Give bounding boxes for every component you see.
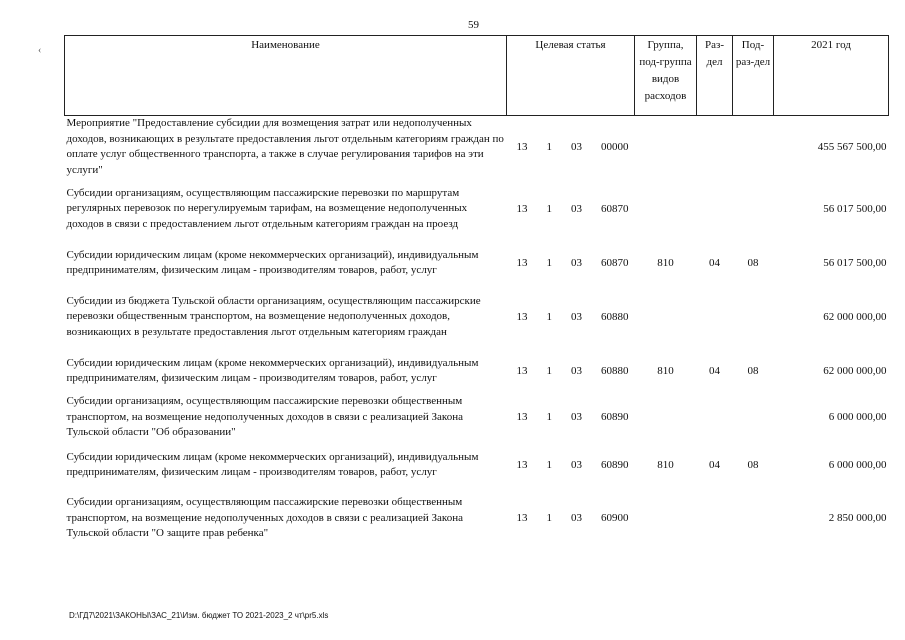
- row-name: Субсидии из бюджета Тульской области организациям, осуществляющим пассажирские перевозки общественным транспортом, на возмещение недополученных доходов, возникающих в результате предоставления льгот отдельным категориям граждан: [66, 294, 481, 338]
- target-article-part: 03: [571, 140, 582, 153]
- row-target-article: [507, 178, 635, 240]
- header-year-2021: 2021 год: [774, 36, 889, 116]
- row-amount-2021: 455 567 500,00: [817, 140, 887, 153]
- row-target-article: [507, 394, 635, 441]
- table-header-row: [65, 36, 889, 116]
- target-article-part: 1: [546, 256, 552, 269]
- target-article-part: 03: [571, 458, 582, 471]
- target-article-part: 60880: [601, 364, 629, 377]
- row-expense-group: [635, 286, 697, 348]
- target-article-part: 1: [546, 410, 552, 423]
- table-row: [65, 490, 889, 548]
- row-amount-2021: 2 850 000,00: [828, 512, 887, 524]
- target-article-part: 1: [546, 512, 552, 524]
- row-expense-group: [635, 178, 697, 240]
- target-article-part: 03: [571, 364, 582, 377]
- row-name: Субсидии организациям, осуществляющим пассажирские перевозки общественным транспортом, на возмещение недополученных доходов в связи с реализацией Закона Тульской области "О защите прав ребенка": [66, 496, 463, 540]
- target-article-part: 13: [516, 512, 528, 524]
- row-amount-2021: 62 000 000,00: [823, 364, 887, 377]
- table-row: [65, 178, 889, 240]
- table-row: [65, 240, 889, 286]
- row-name: Мероприятие "Предоставление субсидии для возмещения затрат или недополученных доходов, возникающих в результате предоставления льгот отдельным категориям граждан по оплате услуг общественного транспорта, а также в случае регулирования тарифов на эти услуги": [66, 117, 504, 176]
- row-section: [697, 394, 733, 441]
- target-article-part: 60890: [601, 410, 629, 423]
- table-row: [65, 348, 889, 394]
- header-section: Раз-дел: [697, 36, 733, 116]
- target-article-part: 13: [516, 410, 528, 423]
- target-article-part: 1: [546, 202, 552, 215]
- row-amount-2021: 56 017 500,00: [823, 202, 887, 215]
- row-amount-2021: 6 000 000,00: [828, 410, 887, 423]
- table-row: [65, 286, 889, 348]
- row-name: Субсидии организациям, осуществляющим пассажирские перевозки по маршрутам регулярных перевозок по нерегулируемым тарифам, на возмещение недополученных доходов в связи с предоставлением льгот отдельным категориям граждан на проезд: [66, 186, 468, 230]
- header-expense-group: Группа, под-группа видов расходов: [635, 36, 697, 116]
- target-article-part: 1: [546, 364, 552, 377]
- row-amount-2021: 6 000 000,00: [828, 458, 887, 471]
- row-target-article: [507, 116, 635, 179]
- target-article-part: 60880: [601, 310, 629, 323]
- row-expense-group: 810: [657, 256, 674, 269]
- target-article-part: 1: [546, 140, 552, 153]
- row-section: [697, 286, 733, 348]
- header-name: Наименование: [65, 36, 507, 116]
- row-amount-2021: 56 017 500,00: [823, 256, 887, 269]
- target-article-part: 60890: [601, 458, 629, 471]
- target-article-part: 1: [546, 310, 552, 323]
- target-article-part: 03: [571, 410, 582, 423]
- target-article-part: 13: [516, 202, 528, 215]
- target-article-part: 60870: [601, 202, 629, 215]
- row-name: Субсидии юридическим лицам (кроме некоммерческих организаций), индивидуальным предпринимателям, физическим лицам - производителям товаров, работ, услуг: [66, 450, 479, 478]
- row-subsection: [733, 116, 774, 179]
- budget-table: [64, 35, 889, 548]
- target-article-part: 03: [571, 256, 582, 269]
- table-row: [65, 116, 889, 179]
- row-target-article: [507, 490, 635, 548]
- row-section: [697, 178, 733, 240]
- row-section: [697, 490, 733, 548]
- row-section: [697, 116, 733, 179]
- row-subsection: 08: [747, 364, 759, 377]
- row-subsection: 08: [747, 458, 759, 471]
- target-article-part: 60900: [601, 512, 629, 524]
- row-expense-group: 810: [657, 364, 674, 377]
- file-path-footer: D:\ГД7\2021\ЗАКОНЫ\ЗАС_21\Изм. бюджет ТО 2021-2023_2 чт\pr5.xls: [69, 611, 329, 620]
- row-section: 04: [709, 256, 720, 269]
- header-target-article: Целевая статья: [507, 36, 635, 116]
- table-row: [65, 441, 889, 490]
- target-article-part: 03: [571, 202, 582, 215]
- target-article-part: 13: [516, 256, 528, 269]
- row-name: Субсидии организациям, осуществляющим пассажирские перевозки общественным транспортом, на возмещение недополученных доходов в связи с реализацией Закона Тульской области "Об образовании": [66, 395, 463, 438]
- row-name: Субсидии юридическим лицам (кроме некоммерческих организаций), индивидуальным предпринимателям, физическим лицам - производителям товаров, работ, услуг: [66, 356, 479, 384]
- header-subsection: Под-раз-дел: [733, 36, 774, 116]
- row-target-article: [507, 286, 635, 348]
- margin-tick: ‹: [38, 45, 42, 56]
- target-article-part: 13: [516, 140, 528, 153]
- table-row: [65, 394, 889, 441]
- row-amount-2021: 62 000 000,00: [823, 310, 887, 323]
- row-section: 04: [709, 364, 720, 377]
- target-article-part: 13: [516, 458, 528, 471]
- row-name: Субсидии юридическим лицам (кроме некоммерческих организаций), индивидуальным предпринимателям, физическим лицам - производителям товаров, работ, услуг: [66, 248, 479, 276]
- row-expense-group: [635, 394, 697, 441]
- row-subsection: [733, 490, 774, 548]
- row-target-article: [507, 348, 635, 394]
- target-article-part: 60870: [601, 256, 629, 269]
- row-target-article: [507, 441, 635, 490]
- row-expense-group: [635, 490, 697, 548]
- row-subsection: 08: [747, 256, 759, 269]
- target-article-part: 00000: [601, 140, 629, 153]
- target-article-part: 13: [516, 310, 528, 323]
- target-article-part: 13: [516, 364, 528, 377]
- row-expense-group: [635, 116, 697, 179]
- page-number: 59: [468, 19, 479, 31]
- row-subsection: [733, 394, 774, 441]
- row-target-article: [507, 240, 635, 286]
- row-section: 04: [709, 458, 720, 471]
- row-expense-group: 810: [657, 458, 674, 471]
- row-subsection: [733, 286, 774, 348]
- target-article-part: 1: [546, 458, 552, 471]
- target-article-part: 03: [571, 512, 582, 524]
- row-subsection: [733, 178, 774, 240]
- target-article-part: 03: [571, 310, 582, 323]
